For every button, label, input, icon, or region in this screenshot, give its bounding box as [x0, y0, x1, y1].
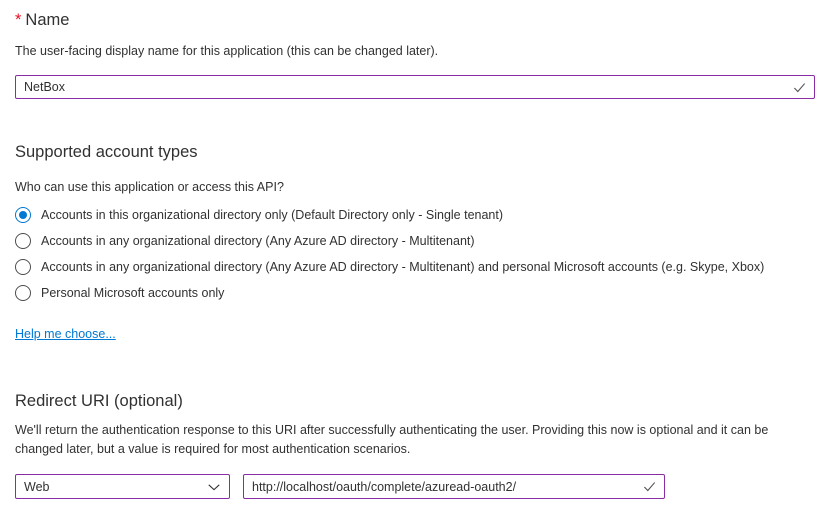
radio-button-icon[interactable] — [15, 259, 31, 275]
redirect-uri-description: We'll return the authentication response to this URI after successfully authenticating the user. Providing this now is optional and it can be changed later, but a value is required for most authentication scenarios. — [15, 423, 769, 456]
name-title-text: Name — [25, 11, 70, 29]
redirect-uri-title: Redirect URI (optional) — [15, 392, 183, 410]
required-asterisk: * — [15, 11, 22, 29]
radio-button-icon[interactable] — [15, 233, 31, 249]
platform-select[interactable] — [15, 474, 230, 499]
radio-option-label: Accounts in any organizational directory (Any Azure AD directory - Multitenant) and personal Microsoft accounts (e.g. Skype, Xbox) — [41, 260, 765, 274]
account-types-radio-group — [15, 202, 764, 306]
name-description: The user-facing display name for this application (this can be changed later). — [15, 44, 439, 58]
radio-option-label: Personal Microsoft accounts only — [41, 286, 225, 300]
name-input-container — [15, 75, 815, 99]
name-section-title — [15, 9, 69, 31]
radio-option-label: Accounts in any organizational directory (Any Azure AD directory - Multitenant) — [41, 234, 475, 248]
redirect-uri-input-container — [243, 474, 665, 499]
chevron-down-icon — [207, 480, 221, 494]
valid-check-icon — [792, 80, 807, 95]
radio-option-multitenant-personal[interactable] — [15, 254, 764, 280]
account-types-title: Supported account types — [15, 143, 198, 161]
valid-check-icon — [642, 479, 657, 494]
radio-option-personal-only[interactable] — [15, 280, 764, 306]
account-types-question: Who can use this application or access this API? — [15, 180, 284, 194]
radio-button-icon[interactable] — [15, 207, 31, 223]
radio-option-multitenant[interactable] — [15, 228, 764, 254]
redirect-uri-input[interactable] — [244, 475, 642, 498]
help-me-choose-link[interactable]: Help me choose... — [15, 327, 116, 341]
radio-option-single-tenant[interactable] — [15, 202, 764, 228]
name-input[interactable] — [16, 76, 792, 98]
radio-button-icon[interactable] — [15, 285, 31, 301]
radio-option-label: Accounts in this organizational directory only (Default Directory only - Single tenant) — [41, 208, 504, 222]
platform-select-value: Web — [24, 479, 50, 494]
